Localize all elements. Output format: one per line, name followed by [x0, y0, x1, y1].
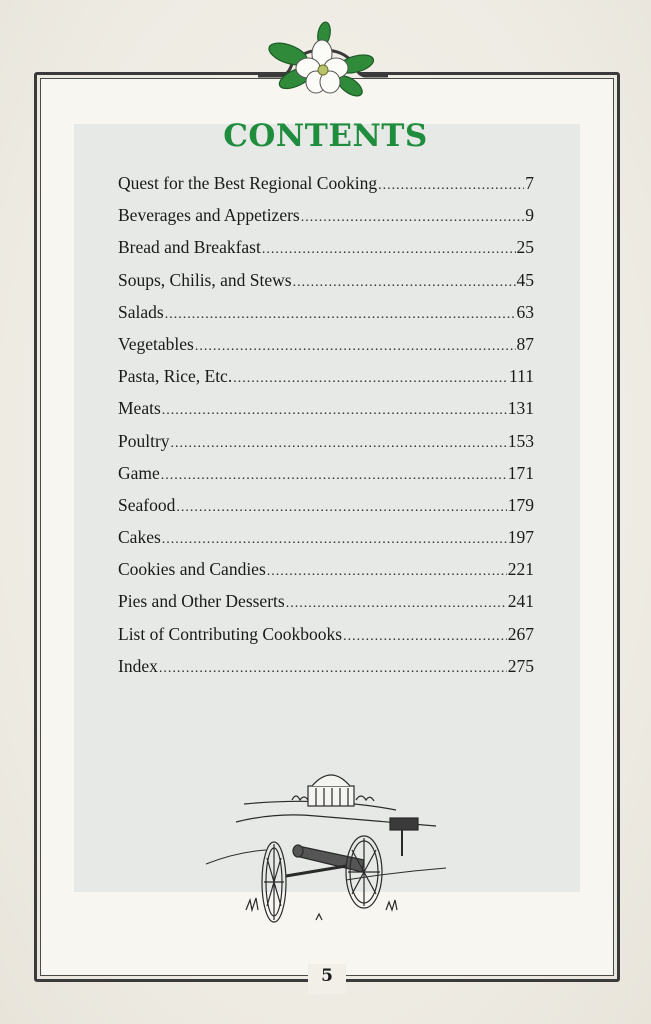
toc-entry [118, 270, 534, 302]
toc-entry-label: Beverages and Appetizers [118, 205, 300, 226]
toc-entry-page: 275 [507, 655, 534, 676]
toc-entry-page: 221 [507, 559, 534, 580]
toc-entry-page: 63 [516, 301, 534, 322]
toc-entry-label: Meats [118, 398, 161, 419]
toc-entry-page: 87 [516, 333, 534, 354]
toc-entry-label: Cakes [118, 527, 161, 548]
leader-dots [286, 596, 507, 612]
toc-entry-page: 25 [516, 237, 534, 258]
toc-entry [118, 366, 534, 398]
leader-dots [165, 307, 516, 323]
toc-entry [118, 173, 534, 205]
toc-entry-label: List of Contributing Cookbooks [118, 623, 343, 644]
leader-dots [171, 436, 507, 452]
page-number: 5 [321, 966, 333, 986]
leader-dots [262, 242, 516, 258]
toc-entry-label: Game [118, 462, 160, 483]
toc-entry-label: Seafood [118, 494, 176, 515]
toc-entry-page: 241 [507, 591, 534, 612]
toc-entry-page: 9 [525, 205, 534, 226]
toc-entry-label: Pies and Other Desserts [118, 591, 285, 612]
toc-entry-label: Bread and Breakfast [118, 237, 261, 258]
page-title: CONTENTS [223, 118, 428, 154]
toc-entry [118, 624, 534, 656]
toc-entry [118, 205, 534, 237]
toc-entry-page: 267 [507, 623, 534, 644]
toc-entry-label: Quest for the Best Regional Cooking [118, 173, 378, 193]
toc-entry-page: 7 [525, 173, 534, 193]
toc-entry-label: Vegetables [118, 333, 194, 354]
toc-entry [118, 527, 534, 559]
leader-dots [161, 468, 507, 484]
leader-dots [293, 275, 516, 291]
toc-entry-page: 111 [509, 366, 534, 387]
toc-entry-label: Soups, Chilis, and Stews [118, 269, 292, 290]
toc-entry [118, 495, 534, 527]
toc-entry-label: Cookies and Candies [118, 559, 266, 580]
toc-entry [118, 302, 534, 334]
toc-entry [118, 334, 534, 366]
toc-entry-page: 179 [507, 494, 534, 515]
toc-entry-label: Index [118, 655, 158, 676]
toc-entry [118, 591, 534, 623]
toc-entry-page: 131 [507, 398, 534, 419]
leader-dots [301, 210, 525, 226]
magnolia-flower-icon [258, 20, 388, 100]
leader-dots [378, 178, 524, 194]
toc-entry [118, 656, 534, 688]
toc-entry-page: 153 [507, 430, 534, 451]
toc-entry [118, 463, 534, 495]
toc-entry [118, 237, 534, 269]
toc-entry-label: Poultry [118, 430, 170, 451]
toc-entry-label: Salads [118, 301, 164, 322]
toc-entry [118, 559, 534, 591]
leader-dots [267, 564, 507, 580]
table-of-contents [118, 173, 534, 688]
toc-entry [118, 431, 534, 463]
leader-dots [159, 661, 507, 677]
toc-entry-page: 171 [507, 462, 534, 483]
leader-dots [162, 403, 507, 419]
toc-entry-label: Pasta, Rice, Etc. [118, 366, 233, 387]
leader-dots [233, 371, 508, 387]
leader-dots [195, 339, 516, 355]
leader-dots [343, 629, 507, 645]
toc-entry-page: 45 [516, 269, 534, 290]
toc-entry-page: 197 [507, 527, 534, 548]
cannon-and-monument-illustration [196, 760, 458, 932]
leader-dots [162, 532, 507, 548]
leader-dots [176, 500, 506, 516]
toc-entry [118, 398, 534, 430]
